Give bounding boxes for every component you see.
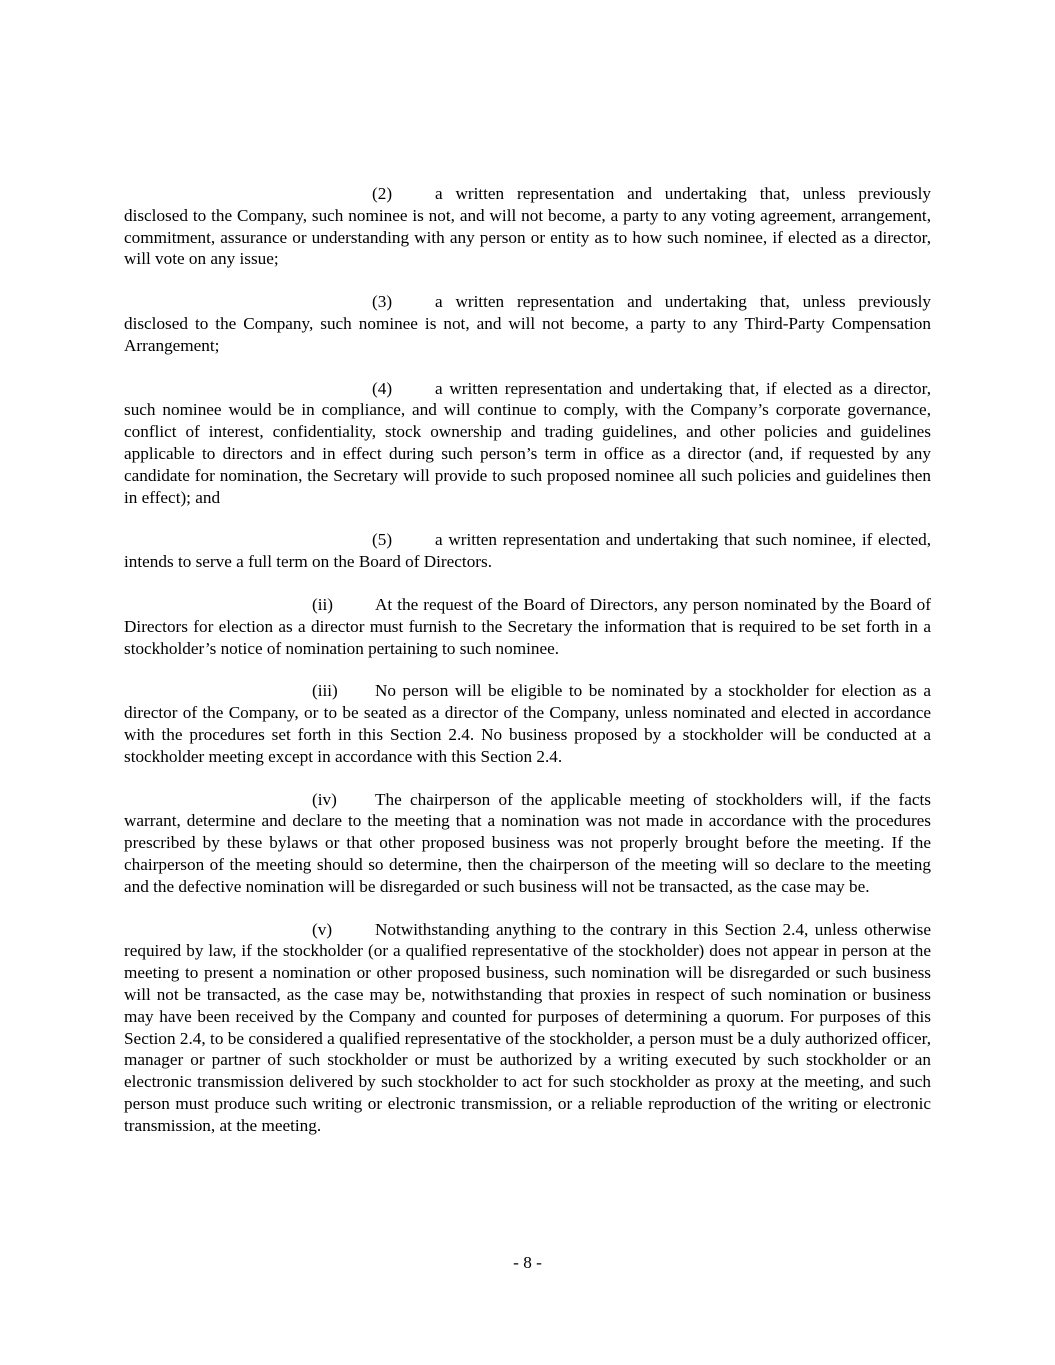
paragraph-number: (ii) [312, 594, 333, 614]
page-number: - 8 - [513, 1253, 542, 1272]
paragraph-number: (5) [372, 530, 393, 550]
document-body [124, 183, 931, 1157]
paragraph-number: (2) [372, 184, 393, 203]
paragraph-number: (iv) [312, 789, 337, 809]
paragraph-text: The chairperson of the applicable meeting of stockholders will, if the facts warrant, determine and declare to the meeting that a nomination was not made in accordance with the procedures prescribed by these bylaws or that other proposed business was not properly brought before the meeting. If the chairperson of the meeting should so determine, then the chairperson of the meeting will so declare to the meeting and the defective nomination will be disregarded or such business will not be transacted, as the case may be. [124, 789, 931, 896]
paragraph-text: a written representation and undertaking that, if elected as a director, such nominee would be in compliance, and will continue to comply, with the Company’s corporate governance, conflict of interest, confidentiality, stock ownership and trading guidelines, and other policies and guidelines applicable to directors and in effect during such person’s term in office as a director (and, if requested by any candidate for nomination, the Secretary will provide to such proposed nominee all such policies and guidelines then in effect); and [124, 378, 931, 507]
paragraph-item-ii [124, 594, 931, 659]
paragraph-item-5 [124, 529, 931, 573]
paragraph-text: a written representation and undertaking that, unless previously disclosed to the Company, such nominee is not, and will not become, a party to any Third-Party Compensation Arrangement; [124, 292, 931, 355]
paragraph-number: (4) [372, 378, 393, 398]
paragraph-text: No person will be eligible to be nominated by a stockholder for election as a director of the Company, or to be seated as a director of the Company, unless nominated and elected in accordance with the procedures set forth in this Section 2.4. No business proposed by a stockholder will be conducted at a stockholder meeting except in accordance with this Section 2.4. [124, 681, 931, 766]
paragraph-item-3 [124, 291, 931, 356]
paragraph-item-iv [124, 789, 931, 898]
paragraph-number: (iii) [312, 681, 338, 701]
paragraph-text: At the request of the Board of Directors, any person nominated by the Board of Directors for election as a director must furnish to the Secretary the information that is required to be set forth in a stockholder’s notice of nomination pertaining to such nominee. [124, 594, 931, 658]
paragraph-item-iii [124, 680, 931, 767]
paragraph-item-2 [124, 183, 931, 270]
paragraph-text: a written representation and undertaking that such nominee, if elected, intends to serve a full term on the Board of Directors. [124, 530, 931, 572]
paragraph-number: (3) [372, 292, 393, 312]
paragraph-item-4 [124, 378, 931, 509]
paragraph-number: (v) [312, 919, 333, 939]
paragraph-text: Notwithstanding anything to the contrary in this Section 2.4, unless otherwise required by law, if the stockholder (or a qualified representative of the stockholder) does not appear in person at the meeting to present a nomination or other proposed business, such nomination will be disregarded or such business will not be transacted, as the case may be, notwithstanding that proxies in respect of such nomination or business may have been received by the Company and counted for purposes of determining a quorum. For purposes of this Section 2.4, to be considered a qualified representative of the stockholder, a person must be a duly authorized officer, manager or partner of such stockholder or must be authorized by a writing executed by such stockholder or an electronic transmission delivered by such stockholder to act for such stockholder as proxy at the meeting, and such person must produce such writing or electronic transmission, or a reliable reproduction of the writing or electronic transmission, at the meeting. [124, 919, 931, 1135]
paragraph-item-v [124, 919, 931, 1137]
paragraph-text: a written representation and undertaking that, unless previously disclosed to the Company, such nominee is not, and will not become, a party to any voting agreement, arrangement, commitment, assurance or understanding with any person or entity as to how such nominee, if elected as a director, will vote on any issue; [124, 184, 931, 269]
